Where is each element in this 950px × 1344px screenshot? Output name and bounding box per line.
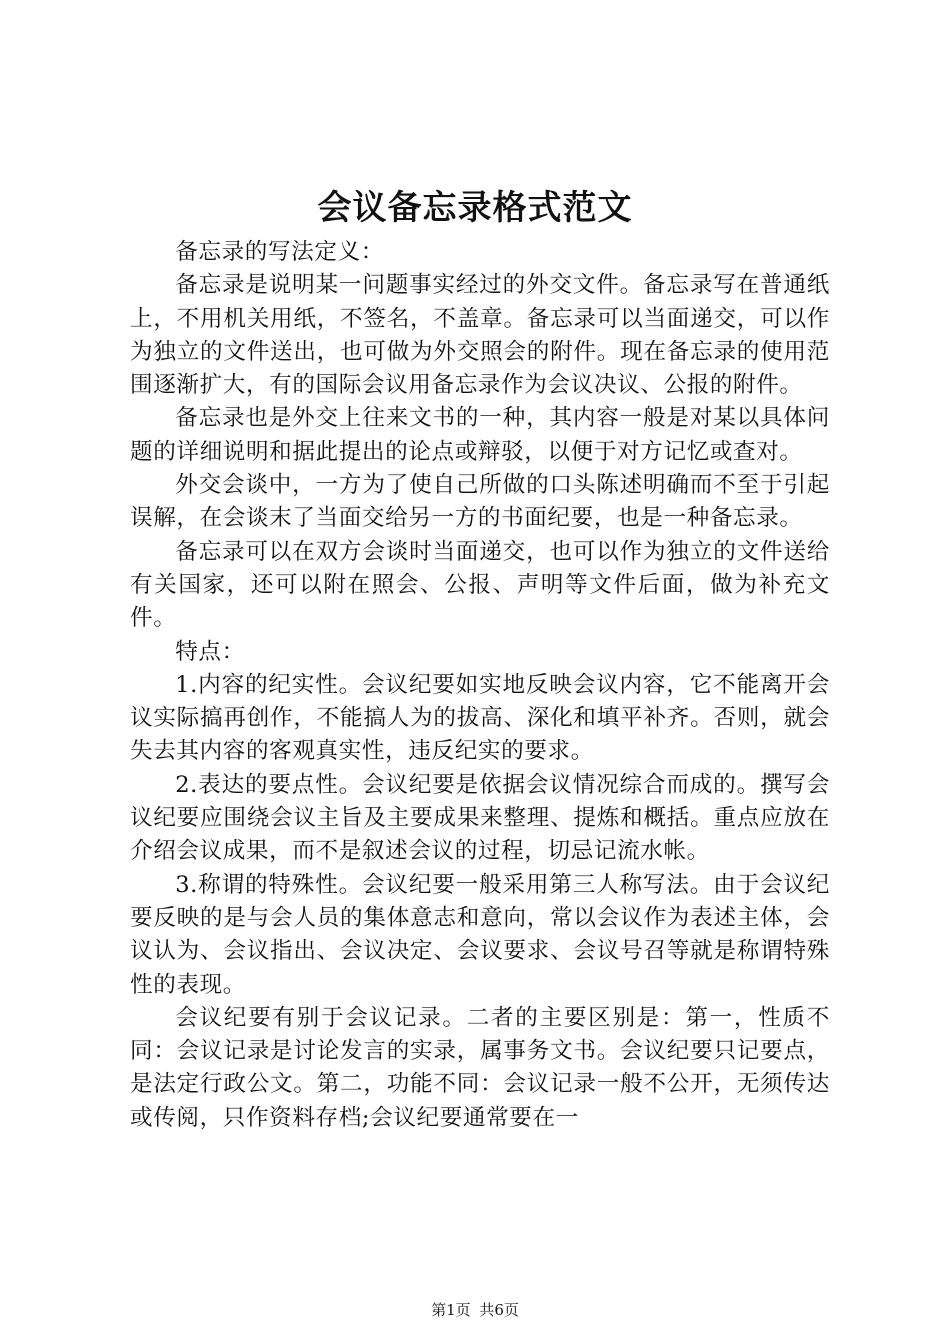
document-body (130, 236, 830, 1135)
paragraph-feature-3: 3.称谓的特殊性。会议纪要一般采用第三人称写法。由于会议纪要反映的是与会人员的集体意志和意向，常以会议作为表述主体，会议认为、会议指出、会议决定、会议要求、会议号召等就是称谓特殊性的表现。 (130, 871, 830, 998)
document-title: 会议备忘录格式范文 (317, 188, 633, 228)
paragraph-memo-description: 备忘录是说明某一问题事实经过的外交文件。备忘录写在普通纸上，不用机关用纸，不签名，不盖章。备忘录可以当面递交，可以作为独立的文件送出，也可做为外交照会的附件。现在备忘录的使用范围逐渐扩大，有的国际会议用备忘录作为会议决议、公报的附件。 (130, 272, 830, 399)
paragraph-features-heading: 特点： (175, 638, 245, 665)
page-footer (0, 1300, 950, 1320)
paragraph-feature-2: 2.表达的要点性。会议纪要是依据会议情况综合而成的。撰写会议纪要应围绕会议主旨及主要成果来整理、提炼和概括。重点应放在介绍会议成果，而不是叙述会议的过程，切忌记流水帐。 (130, 771, 830, 865)
paragraph-feature-1: 1.内容的纪实性。会议纪要如实地反映会议内容，它不能离开会议实际搞再创作，不能搞人为的拔高、深化和填平补齐。否则，就会失去其内容的客观真实性，违反纪实的要求。 (130, 671, 830, 765)
paragraph-memo-talks: 外交会谈中，一方为了使自己所做的口头陈述明确而不至于引起误解，在会谈末了当面交给另一方的书面纪要，也是一种备忘录。 (130, 472, 830, 532)
paragraph-minutes-vs-records: 会议纪要有别于会议记录。二者的主要区别是：第一，性质不同：会议记录是讨论发言的实录，属事务文书。会议纪要只记要点，是法定行政公文。第二，功能不同：会议记录一般不公开，无须传达或传阅，只作资料存档;会议纪要通常要在一 (130, 1004, 830, 1131)
page-number-total: 共6页 (479, 1301, 519, 1319)
page-number-current: 第1页 (431, 1301, 471, 1319)
paragraph-memo-delivery: 备忘录可以在双方会谈时当面递交，也可以作为独立的文件送给有关国家，还可以附在照会、公报、声明等文件后面，做为补充文件。 (130, 538, 830, 632)
paragraph-definition-heading: 备忘录的写法定义： (175, 239, 384, 265)
paragraph-memo-diplomatic: 备忘录也是外交上往来文书的一种，其内容一般是对某以具体问题的详细说明和据此提出的论点或辩驳，以便于对方记忆或查对。 (130, 405, 830, 465)
